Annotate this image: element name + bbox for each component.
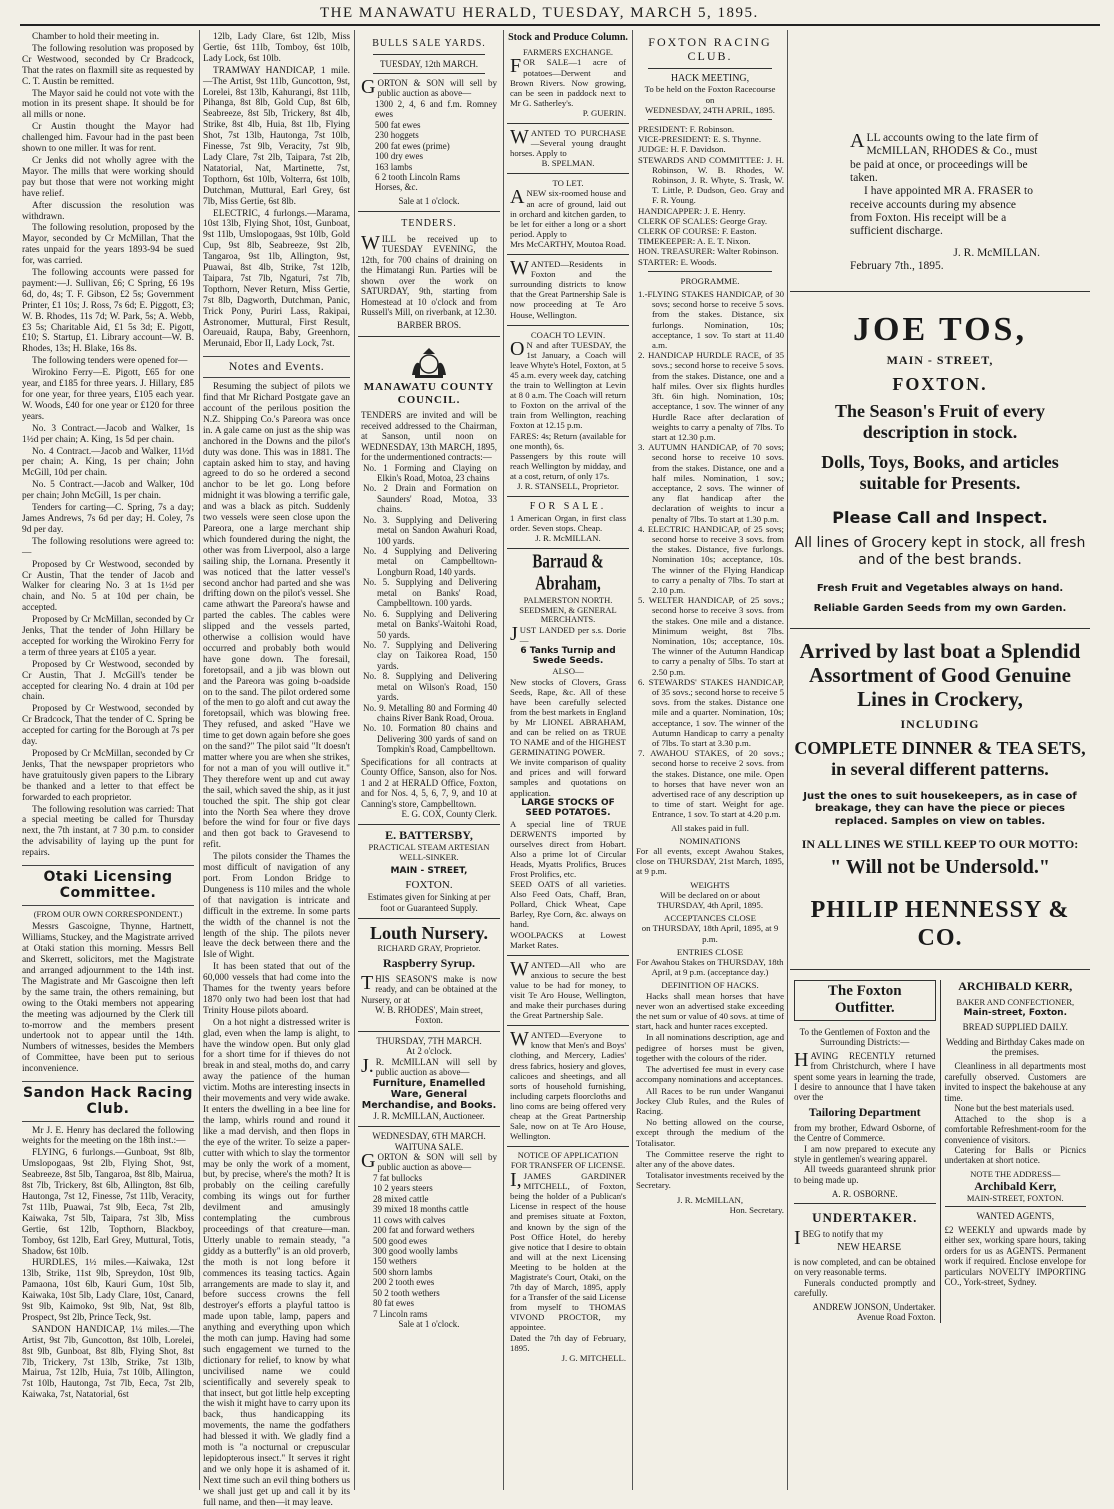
coach-passengers: Passengers by this route will reach Wellington by midday, and at a cost, return, of only 17s. xyxy=(510,450,626,481)
battersby-street: MAIN - STREET, xyxy=(390,866,468,876)
coach-fares: FARES: 4s; Return (available for one month), 6s. xyxy=(510,430,626,451)
jt-street: MAIN - STREET, xyxy=(886,352,994,367)
royal-crest-icon xyxy=(409,345,449,379)
list-item: No. 6. Supplying and Delivering metal on Banks'-Waitohi Road, 50 yards. xyxy=(363,608,497,640)
ak-shop: Attached to the shop is a comfortable Refreshment-room for the convenience of visitors. xyxy=(944,1113,1086,1145)
entries-text: For Awahou Stakes on THURSDAY, 18th April, at 9 p.m. (acceptance day.) xyxy=(636,957,784,978)
accounts-notice-ad xyxy=(790,32,1090,292)
bulls-title: BULLS SALE YARDS. xyxy=(372,38,486,49)
column-3 xyxy=(358,32,500,1490)
paragraph: On a hot night a distressed writer is glad, even when the lamp is alight, to have the window open. But only glad for a short time for if thieves do not break in and steal, moths do, and carry away the patience of the human victim. Moths are interesting insects in their movements and very wide awake. It enters the dwelling in a bee line for the lamp, whirls round and round it like a mad dervish, and then flops in the eye of the writer. To seize a paper-cutter with which to slay the tormentor may be only the work of a moment, but, by precise, where's the moth? It is probably on the ceiling carefully combing its wings out for further devilment and amusingly contemplating the cumbrous proceedings of that creature—man. Utterly unable to remain steady, "a giddy as a butterfly" is an old proverb, the moth is not long before it commences its teasing tactics. Again arrangements are made to slay it, and before success crowns the fell destroyer's efforts a playful tattoo is made upon table, lamp, papers and anything and everything upon which the moth can jump. Having had some such engagement we turned to the dictionary for relief, to know by what uncivilised name we could scientifically and severely speak to that insect, but got little help excepting the wish it might have to carry upon its back, thus handicapping its movements, the name the godfathers had blessed it with. We gladly find a moth is "a nocturnal or crepuscular lepidopterous insect." It serves it right and we only hope it is ashamed of it. Next time such an evil thing bothers us we shall just get up and call it by its full name, and then—it may leave. xyxy=(203,1017,350,1508)
list-item: No. 9. Metalling 80 and Forming 40 chains River Bank Road, Oroua. xyxy=(363,702,497,723)
battersby-sub: PRACTICAL STEAM ARTESIAN WELL-SINKER. xyxy=(368,842,490,863)
ba-text4: SEED OATS of all varieties. Also Feed Oats, Chaff, Bran, Pollard, Chick Wheat, Cape Barley, Rye Corn, &c. always on hand. xyxy=(510,879,626,930)
coach-ad xyxy=(507,326,629,498)
ak-name2: Archibald Kerr, xyxy=(974,1178,1057,1193)
louth-title: Louth Nursery. xyxy=(369,923,488,944)
ak-cakes: Wedding and Birthday Cakes made on the premises. xyxy=(946,1036,1085,1058)
battersby-text: Estimates given for Sinking at per foot or Guaranteed Supply. xyxy=(367,892,491,913)
tenders-ad xyxy=(358,212,500,337)
jt-call: Please Call and Inspect. xyxy=(832,507,1048,527)
paragraph: FLYING, 6 furlongs.—Gunboat, 9st 8lb, Umslopogaas, 9st 2lb, Flying Shot, 9st, Seabreeze, 8st 5lb, Tangaroa, 8st 8lb, Mairua, 8st 7lb, Trickery, 8st 6lb, Allington, 8st 6lb, Hautonga, 7st 12, Finesse, 7st 11lb, Veracity, 7st 11lb, Puawai, 7st 9lb, Eeca, 7st 2lb, Kaiwaka, 7st 5lb, Taipara, 7st 3lb, Miss Gertie, 6st 12lb, Topthorn, Blackboy, Tomboy, 6st 12lb, Earl Grey, Muttural, Totis, Shadow, 6st 10lb. xyxy=(22,1148,194,1257)
to-let-ad xyxy=(507,174,629,255)
ph-just: Just the ones to suit housekeepers, as in case of breakage, they can have the piece or pieces replaced. Samples on view on tables. xyxy=(803,790,1077,827)
paragraph: No. 3 Contract.—Jacob and Walker, 1s 1½d per chain; A. King, 1s 5d per chain. xyxy=(22,423,194,445)
list-item: 1.-FLYING STAKES HANDICAP, of 30 sovs; second horse to receive 5 sovs. from the stakes. Distance, six furlongs. Nomination, 10s; acceptance, 1 sov. To start at 11.40 a.m. xyxy=(638,289,784,351)
list-item: 200 fat ewes (prime) xyxy=(375,140,450,151)
list-item: 6 2 tooth Lincoln Rams xyxy=(375,171,460,182)
ba-sub: SEEDSMEN, & GENERAL MERCHANTS. xyxy=(519,604,617,625)
list-item: 500 fat ewes xyxy=(375,119,421,130)
notes-heading: Notes and Events. xyxy=(203,356,350,378)
ba-landed: JUST LANDED per s.s. Dorie— xyxy=(510,623,626,646)
list-item: 500 shorn lambs xyxy=(373,1266,433,1277)
sale-text: 1 American Organ, in first class order. Seven stops. Cheap. xyxy=(510,512,626,533)
ba-also: ALSO— xyxy=(552,666,584,677)
description-text: In all nominations description, age and pedigree of horses must be given, together with the colours of the rider. xyxy=(636,1032,784,1063)
masthead xyxy=(20,4,1100,26)
ba-text: New stocks of Clovers, Grass Seeds, Rape, &c. All of these have been carefully selected from the best markets in England by Mr LIONEL ABRAHAM, and can be relied on as TRUE TO NAME and of the HIGHEST GERMINATING POWER. xyxy=(510,676,626,758)
accounts-text2: I have appointed MR A. FRASER to receive accounts during my absence from Foxton. His receipt will be a sufficient discharge. xyxy=(850,185,1033,238)
paragraph: The following tenders were opened for— xyxy=(32,356,188,367)
ph-undersold: " Will not be Undersold." xyxy=(830,856,1050,879)
list-item: 28 mixed cattle xyxy=(373,1193,429,1204)
list-item: 300 good woolly lambs xyxy=(373,1245,458,1256)
ak-bread: BREAD SUPPLIED DAILY. xyxy=(962,1022,1068,1033)
wednesday-items xyxy=(361,1173,497,1319)
list-item: HANDICAPPER: J. E. Henry. xyxy=(638,205,746,216)
programme-list xyxy=(636,289,784,820)
ba-text3: A special line of TRUE DERWENTS imported by ourselves direct from Hobart. Also a prime lot of Circular Heads, Myatts Prolifics, Bruces Frost Prolifics, etc. xyxy=(510,818,626,879)
paragraph: Chamber to hold their meeting in. xyxy=(32,32,160,42)
rules-text: All Races to be run under Wanganui Jockey Club Rules, and the Rules of Racing. xyxy=(636,1085,784,1116)
paragraph: The Mayor said he could not vote with the motion in its present shape. It should be for all mills or none. xyxy=(22,88,194,121)
list-item: 10 2 years steers xyxy=(373,1183,433,1194)
tenders-text: WILL be received up to TUESDAY EVENING, the 12th, for 700 chains of draining on the Himatangi Run. Parties will be shown over the work on SATURDAY, 9th, starting from Homestead at 10 o'clock and from Russell's Mill, on riverbank, at 12.30. xyxy=(361,231,497,317)
for-sale-ad xyxy=(507,497,629,549)
accounts-date: February 7th., 1895. xyxy=(850,259,944,272)
paragraph: ELECTRIC, 4 furlongs.—Marama, 10st 13lb, Flying Shot, 10st, Gunboat, 9st 11lb, Umslopogaas, 9st 10lb, Gold Cup, 9st 8lb, Seabreeze, 9st 2lb, Tangaroa, 9st 1lb, Allington, 9st, Puawai, 8st 4lb, Strike, 7st 12lb, Taipara, 7st 7lb, Ngaturi, 7st 7lb, Topthorn, Never Return, Miss Gertie, 7st 8lb, Dagworth, Dutchman, Panic, Trick Pony, Puriri Lass, Rakipai, Astronomer, Muttural, First Result, Oareuaid, Raupa, Baby, Greenhorn, Merunaid, Ebor II, Lady Lock, 7st. xyxy=(203,208,350,350)
accounts-sign: J. R. McMILLAN. xyxy=(953,246,1040,259)
prog-title: PROGRAMME. xyxy=(680,275,740,286)
paragraph: No. 5 Contract.—Jacob and Walker, 10d per chain; John McGill, 1s per chain. xyxy=(22,480,194,502)
und-text: IBEG to notify that my xyxy=(794,1226,884,1249)
fo-sign: A. R. OSBORNE. xyxy=(831,1189,898,1200)
coach-title: COACH TO LEVIN. xyxy=(530,329,606,340)
paragraph: Cr Austin thought the Mayor had challenged him. Favour had in the past been shown to one miller. It was for rent. xyxy=(22,122,194,155)
louth-proprietor: RICHARD GRAY, Proprietor. xyxy=(377,942,481,953)
paragraph: After discussion the resolution was withdrawn. xyxy=(22,200,194,222)
acceptances-text: on THURSDAY, 18th April, 1895, at 9 p.m. xyxy=(641,923,779,944)
wanted-everyone-ad xyxy=(507,1026,629,1147)
nom-title: NOMINATIONS xyxy=(679,835,741,846)
list-item: 7 fat bullocks xyxy=(373,1172,422,1183)
list-item: HON. TREASURER: Walter Robinson. xyxy=(638,246,779,257)
list-item: 3. AUTUMN HANDICAP, of 70 sovs; second horse to receive 10 sovs. from the stakes. Distance, one and a half miles. Nomination, 1 sov.; acceptance, 2 sovs. The winner of any flat handicap after the declaration of weights to incur a penalty of 7lbs. To start at 1.30 p.m. xyxy=(638,442,784,524)
county-tail: Specifications for all contracts at County Office, Sanson, also for Nos. 1 and 2 at HERALD Office, Foxton, and for Nos. 4, 5, 6, 7, 9, and 10 at Canning's store, Campbelltown. xyxy=(361,756,497,809)
ak-sub: BAKER AND CONFECTIONER, xyxy=(956,996,1075,1007)
ak-street: Main-street, Foxton. xyxy=(963,1007,1067,1018)
list-item: 163 lambs xyxy=(375,161,413,172)
thursday-title: THURSDAY, 7TH MARCH. xyxy=(376,1035,482,1046)
list-item: 200 2 tooth ewes xyxy=(373,1277,435,1288)
definition-text: Hacks shall mean horses that have never won an advertised stake exceeding the net sum or value of 40 sovs. at time of start, hack and hunter races excepted. xyxy=(636,990,784,1032)
list-item: No. 2 Drain and Formation on Saunders' Road, Motoa, 33 chains. xyxy=(363,483,497,515)
entries-title: ENTRIES CLOSE xyxy=(676,946,744,957)
thursday-sale-ad xyxy=(358,1032,500,1127)
ph-dinner: COMPLETE DINNER & TEA SETS, in several different patterns. xyxy=(794,737,1086,780)
paragraph: HURDLES, 1½ miles.—Kaiwaka, 12st 13lb, Strike, 11st 9lb, Spreydon, 10st 9lb, Pamaona, 10st 6lb, Kauri Gum, 10st 5lb, Kaiwaka, 10st 5lb, Lady Clare, 10st, Canard, 9st 9lb, Kaimoko, 9st 9lb, Nat, 9st 8lb, Prospect, 9st 2lb, Prince Teck, 9st. xyxy=(22,1258,194,1323)
farm-title: FARMERS EXCHANGE. xyxy=(522,46,614,57)
bulls-intro: GORTON & SON will sell by public auction as above— xyxy=(361,76,497,99)
list-item: TIMEKEEPER: A. E. T. Nixon. xyxy=(638,236,751,247)
jt-grocery: All lines of Grocery kept in stock, all fresh and of the best brands. xyxy=(794,535,1086,569)
list-item: 500 good ewes xyxy=(373,1235,427,1246)
fo-to: To the Gentlemen of Foxton and the Surrounding Districts:— xyxy=(799,1026,930,1048)
list-item: 11 cows with calves xyxy=(373,1214,446,1225)
ak-addr: MAIN-STREET, FOXTON. xyxy=(966,1192,1064,1203)
paragraph: Wirokino Ferry—E. Pigott, £65 for one year, and £185 for three years. J. Hillary, £85 for one year, for three years, £105 each year. W. Woods, £40 for one year or £120 for three years. xyxy=(22,368,194,422)
weights-title: WEIGHTS xyxy=(690,879,730,890)
wednesday-title: WEDNESDAY, 6TH MARCH. xyxy=(372,1131,486,1142)
ph-name: PHILIP HENNESSY & CO. xyxy=(810,897,1070,952)
sandon-weights-continued xyxy=(203,32,350,350)
bulls-sale-ad xyxy=(358,32,500,212)
jt-dolls: Dolls, Toys, Books, and articles suitable for Presents. xyxy=(821,451,1059,494)
jt-seeds: Reliable Garden Seeds from my own Garden. xyxy=(813,602,1067,614)
paragraph: Mr J. E. Henry has declared the following weights for the meeting on the 18th inst.:— xyxy=(22,1125,194,1147)
committee-text: The Committee reserve the right to alter any of the above dates. xyxy=(636,1148,784,1169)
nom-text: For all events, except Awahou Stakes, close on THURSDAY, 21st March, 1895, at 9 p.m. xyxy=(636,846,784,877)
louth-nursery-ad xyxy=(358,919,500,1032)
coach-text: ON and after TUESDAY, the 1st January, a Coach will leave Whyte's Hotel, Foxton, at 5 45 a.m. every week day, catching the train to Wellington at Levin at 8 0 a.m. The Coach will return to Foxton on the arrival of the train from Wellington, reaching Foxton at 12.15 p.m. xyxy=(510,337,627,431)
raspberry-text: THIS SEASON'S make is now ready, and can be obtained at the Nursery, or at xyxy=(361,971,497,1005)
list-item: 2. HANDICAP HURDLE RACE, of 35 sovs.; second horse to receive 5 sovs. from the stakes. Distance, one and a half miles. Over six flights hurdles 3ft. 6in high. Nomination, 10s; acceptance, 1 sov. The winner of any Hurdle Race after declaration of weights to carry a penalty of 7lbs. To start at 12.30 p.m. xyxy=(638,350,784,442)
wa-title: WANTED AGENTS, xyxy=(976,1211,1054,1222)
council-report xyxy=(22,32,194,859)
raspberry-sign: W. B. RHODES', Main street, Foxton. xyxy=(375,1005,483,1026)
wednesday-sale-time: Sale at 1 o'clock. xyxy=(398,1319,460,1329)
wanted-residents-ad xyxy=(507,255,629,326)
accounts-text1: ALL accounts owing to the late firm of McMILLAN, RHODES & Co., must be paid at once, or proceedings will be taken. xyxy=(850,130,1039,184)
county-contracts xyxy=(361,463,497,755)
hack-date: WEDNESDAY, 24TH APRIL, 1895. xyxy=(644,104,775,115)
jt-town: FOXTON. xyxy=(892,373,988,394)
notice-text: I,JAMES GARDINER MITCHELL, of Foxton, being the holder of a Publican's License in respect of the house and premises situate at Foxton, and known by the sign of the Post Office Hotel, do hereby give notice that I desire to obtain and will at the next Licensing Meeting to be holden at the Magistrate's Court, Otaki, on the 7th day of March, 1895, apply for a Transfer of the said License from myself to THOMAS VIVOND PROCTOR, my appointee. xyxy=(510,1169,626,1333)
list-item: 5. WELTER HANDICAP, of 25 sovs.; second horse to receive 3 sovs. from the stakes. One mile and a distance. Minimum weight, 8st 7lbs. Nomination, 10s; acceptance, 10s. The winner of the Autumn Handicap to carry a penalty of 5lbs. To start at 2.50 p.m. xyxy=(638,595,784,677)
w2-text: WANTED—All who are anxious to secure the best value to be had for money, to visit Te Aro House, Wellington, and make their purchases during the Great Partnership Sale. xyxy=(510,957,626,1021)
paragraph: Messrs Gascoigne, Thynne, Hartnett, Williams, Stuckey, and the Magistrate arrived at Otaki station this morning. Messrs Bell and Skerrett, solicitors, met the Magistrate and arranged adjournment to the 14th inst. The Magistrate and Mr Gascoigne then left by the same train, the others remaining, but owing to the Otaki members not appearing the meeting was adjourned by the Clerk till to-morrow and the members present undertook not to appear until the 14th. Numbers of witnesses, besides the Members of Committee, have been put to serious inconvenience. xyxy=(22,922,194,1075)
club-title: FOXTON RACING CLUB. xyxy=(648,35,772,63)
paragraph: Proposed by Cr Westwood, seconded by Cr Bradcock, That the tender of C. Spring be accepted for carting for the Borough at 7s per day. xyxy=(22,704,194,748)
joe-tos-ad xyxy=(790,292,1090,629)
definition-title: DEFINITION OF HACKS. xyxy=(661,980,759,991)
hack-where: To be held on the Foxton Racecourse xyxy=(644,84,776,95)
ak-best: None but the best materials used. xyxy=(954,1103,1074,1114)
farm-sign: P. GUERIN. xyxy=(582,107,626,118)
ph-motto: IN ALL LINES WE STILL KEEP TO OUR MOTTO: xyxy=(801,837,1079,852)
hack-title: HACK MEETING, xyxy=(670,72,750,84)
totalisator-text: Totalisator investments received by the Secretary. xyxy=(636,1170,784,1191)
notice-date: Dated the 7th day of February, 1895. xyxy=(510,1332,626,1353)
sale-sign: J. R. McMILLAN. xyxy=(535,532,601,543)
ak-title: ARCHIBALD KERR, xyxy=(958,978,1073,993)
paragraph: Proposed by Cr Westwood, seconded by Cr Austin, That J. McGill's tender be accepted for clearing No. 4 drain at 10d per chain. xyxy=(22,659,194,703)
list-item: STEWARDS AND COMMITTEE: J. H. Robinson, W. B. Rhodes, W. Robinson, J. R. Whyte, S. Trask, W. T. Little, P. Dudson, Geo. Gray and F. R. Young. xyxy=(638,154,784,206)
tenders-title: TENDERS. xyxy=(401,218,457,230)
bulls-sale-time: Sale at 1 o'clock. xyxy=(398,195,460,206)
list-item: No. 4 Supplying and Delivering metal on Campbelltown-Longburn Road, 140 yards. xyxy=(363,546,497,577)
ba-tanks: 6 Tanks Turnip and Swede Seeds. xyxy=(520,645,616,666)
weights-text: Will be declared on or about THURSDAY, 4th April, 1895. xyxy=(656,889,764,911)
thursday-goods: Furniture, Enamelled Ware, General Merchandise, and Books. xyxy=(361,1077,497,1111)
paragraph: The following resolutions were agreed to:— xyxy=(22,536,194,558)
w3-text: WANTED—Everyone to know that Men's and Boys' clothing, and Mercery, Ladies' dress fabrics, hosiery and gloves, calicoes and sheetings, and all sorts of household furnishing, including carpets floorcloths and lino coms are being offered very cheap at the Great Partnership Sale, now on at Te Aro House, Wellington. xyxy=(510,1028,626,1142)
county-council-ad xyxy=(358,337,500,826)
thursday-text: J.R. McMILLAN will sell by public auction as above— xyxy=(361,1054,497,1078)
list-item: PRESIDENT: F. Robinson. xyxy=(638,124,735,135)
wanted-horses-ad xyxy=(507,124,629,174)
let-title: TO LET. xyxy=(552,178,584,189)
ba-large: LARGE STOCKS OF SEED POTATOES. xyxy=(521,797,615,819)
battersby-town: FOXTON. xyxy=(405,879,453,892)
paragraph: The following resolution, proposed by the Mayor, seconded by Cr McMillan, That the rates unpaid for the years 1893-94 be sued for, was carried. xyxy=(22,223,194,267)
farm-text: FOR SALE—1 acre of potatoes—Derwent and Brown Rivers. Now growing, can be seen in paddock next to Mr G. Satherley's. xyxy=(510,55,626,108)
column-5 xyxy=(636,32,784,1490)
ba-text2: We invite comparison of quality and prices and will forward samples and quotations on application. xyxy=(510,757,626,798)
list-item: 230 hoggets xyxy=(375,130,419,141)
hennessy-ad xyxy=(790,629,1090,970)
column-1 xyxy=(22,32,194,1490)
und-hearse: NEW HEARSE xyxy=(837,1242,902,1254)
paragraph: Tenders for carting—C. Spring, 7s a day; James Andrews, 7s 6d per day; H. Coley, 7s 9d per day. xyxy=(22,503,194,535)
farmers-exchange-ad xyxy=(507,44,629,124)
list-item: No. 7. Supplying and Delivering clay on Taikorea Road, 150 yards. xyxy=(363,639,497,671)
masthead-title: THE MANAWATU HERALD, TUESDAY, MARCH 5, 1895. xyxy=(320,5,759,21)
list-item: 6. STEWARDS' STAKES HANDICAP, of 35 sovs.; second horse to receive 5 sovs. from the stakes. Distance one mile and a quarter. Nomination, 10s; acceptance, 1 sov. The winner of the Autumn Handicap to carry a penalty of 7lbs. To start at 3.30 p.m. xyxy=(638,676,784,748)
list-item: CLERK OF SCALES: George Gray. xyxy=(638,215,768,226)
list-item: STARTER: E. Woods. xyxy=(638,256,717,267)
stock-title: Stock and Produce Column. xyxy=(508,32,628,43)
paragraph: Cr Jenks did not wholly agree with the Mayor. The mills that were working should pay but those that were not working might have relief. xyxy=(22,155,194,199)
thursday-sign: J. R. McMILLAN, Auctioneer. xyxy=(373,1110,485,1121)
barraud-abraham-ad xyxy=(507,549,629,956)
paragraph: 12lb, Lady Clare, 6st 12lb, Miss Gertie, 6st 11lb, Tomboy, 6st 10lb, Lady Lock, 6st 10lb. xyxy=(203,32,350,64)
list-item: No. 5. Supplying and Delivering metal on Banks' Road, Campbelltown. 100 yards. xyxy=(363,577,497,609)
paragraph: The following accounts were passed for payment:—J. Sullivan, £6; C Spring, £6 19s 6d, do, 4s; T. F. Gibson, £2 5s; Government Printer, £1 10s; J. Ross, 7s 6d; E. Piggott, £3; W. B. Rhodes, 11s 7d; W. Park, 5s; A. Webb, £3 5s; Charitable Aid, £1 5s 3d; E. Pigott, £10; S. Startup, £1. Library account—W. B. Rhodes, 13s; H. Blake, 16s 8s. xyxy=(22,268,194,355)
column-4 xyxy=(507,32,629,1490)
county-title: MANAWATU COUNTY COUNCIL. xyxy=(363,380,495,406)
paragraph: The pilots consider the Thames the most difficult of navigation of any port. From London Bridge to Dungeness is 110 miles and the whole of that navigation is intricate and difficult in the extreme. In some parts the width of the channel is not the length of the ship. The pilots never leave the deck between there and the Isle of Wight. xyxy=(203,852,350,961)
list-item: 80 fat ewes xyxy=(373,1298,414,1309)
thursday-time: At 2 o'clock. xyxy=(406,1046,452,1057)
sandon-report xyxy=(22,1126,194,1402)
stakes-paid: All stakes paid in full. xyxy=(671,822,749,833)
paragraph: The following resolution was proposed by Cr Westwood, seconded by Cr Bradcock, That the rates on flaxmill site as requested by C. T. Austin be remitted. xyxy=(22,43,194,87)
list-item: 1300 2, 4, 6 and f.m. Romney ewes xyxy=(375,98,497,120)
list-item: No. 8. Supplying and Delivering metal on Wilson's Road, 150 yards. xyxy=(363,671,497,703)
list-item: JUDGE: H. F. Davidson. xyxy=(638,144,726,155)
column-rule xyxy=(632,30,633,1490)
wednesday-intro: GORTON & SON will sell by public auction as above— xyxy=(361,1150,497,1173)
sandon-heading: Sandon Hack Racing Club. xyxy=(22,1081,194,1121)
ak-note: NOTE THE ADDRESS— xyxy=(970,1168,1061,1179)
bulls-items xyxy=(361,99,497,193)
betting-text: No betting allowed on the course, except through the medium of the Totalisator. xyxy=(636,1117,784,1148)
paragraph: Proposed by Cr McMillan, seconded by Cr Jenks, That the newspaper proprietors who have gratuitously given papers to the Library be thanked and a letter to that effect be forwarded to each proprietor. xyxy=(22,749,194,803)
list-item: Horses, &c. xyxy=(375,182,418,193)
battersby-ad xyxy=(358,825,500,919)
list-item: No. 1 Forming and Claying on Elkin's Road, Motoa, 23 chains xyxy=(363,462,497,483)
archibald-kerr-ad xyxy=(940,980,1091,1323)
let-sign: Mrs McCARTHY, Moutoa Road. xyxy=(510,238,626,249)
list-item: CLERK OF COURSE: F. Easton. xyxy=(638,226,757,237)
list-item: VICE-PRESIDENT: E. S. Thynne. xyxy=(638,134,762,145)
paragraph: SANDON HANDICAP, 1¼ miles.—The Artist, 9st 7lb, Guncotton, 8st 10lb, Lorelei, 8st 9lb, Gunboat, 8st 8lb, Flying Shot, 8st 7lb, Trickery, 7st 13lb, Strike, 7st 13lb, Mairua, 7st 12lb, Huia, 7st 10lb, Allington, 7st 10lb, Hautonga, 7st 7lb, Eeca, 7st 2lb, Kaiwaka, 7st, Natatorial, 6st xyxy=(22,1324,194,1401)
column-rule xyxy=(354,30,355,1490)
wednesday-sale-ad xyxy=(358,1127,500,1334)
paragraph: The following resolution was carried: That a special meeting be called for Thursday next, the 7th instant, at 7 30 p.m. to consider the advisability of laying up the punt for repairs. xyxy=(22,804,194,859)
fo-text4: All tweeds guaranteed shrunk prior to being made up. xyxy=(794,1164,936,1185)
paragraph: Proposed by Cr Westwood, seconded by Cr Austin, That the tender of Jacob and Walker for clearing No. 3 at 1s 1½d per chain, and No. 5 at 10d per chain, be accepted. xyxy=(22,559,194,614)
column-2 xyxy=(203,32,350,1508)
ak-clean: Cleanliness in all departments most carefully observed. Customers are invited to inspect the bakehouse at any time. xyxy=(944,1061,1086,1103)
ak-balls: Catering for Balls or Picnics undertaken at short notice. xyxy=(944,1144,1086,1166)
coach-sign: J. R. STANSELL, Proprietor. xyxy=(517,481,619,492)
bulls-date: TUESDAY, 12th MARCH. xyxy=(379,58,479,69)
tenders-sign: BARBER BROS. xyxy=(396,320,462,331)
list-item: No. 3. Supplying and Delivering metal on Sandon Awahuri Road, 100 yards. xyxy=(363,514,497,546)
list-item: 100 dry ewes xyxy=(375,151,423,162)
wednesday-sub: WAITUNA SALE. xyxy=(394,1141,464,1152)
notice-sign: J. G. MITCHELL. xyxy=(561,1352,626,1363)
und-text2: is now completed, and can be obtained on very reasonable terms. xyxy=(794,1256,936,1278)
und-title: UNDERTAKER. xyxy=(812,1209,918,1225)
secretary-role: Hon. Secretary. xyxy=(729,1204,784,1215)
fo-title: The Foxton Outfitter. xyxy=(794,980,936,1021)
list-item: No. 10. Formation 80 chains and Delivering 300 yards of sand on Tompkin's Road, Campbelltown. xyxy=(363,723,497,755)
notes-and-events xyxy=(203,382,350,1508)
list-item: 50 2 tooth wethers xyxy=(373,1287,440,1298)
ba-text5: WOOLPACKS at Lowest Market Rates. xyxy=(510,929,626,950)
wanted-value-ad xyxy=(507,956,629,1027)
otaki-subheading: (FROM OUR OWN CORRESPONDENT.) xyxy=(33,908,183,919)
fo-text2: from my brother, Edward Osborne, of the Centre of Commerce. xyxy=(794,1122,936,1144)
column-rule xyxy=(199,30,200,1490)
column-6 xyxy=(790,32,1090,1490)
fee-text: The advertised fee must in every case accompany nominations and acceptances. xyxy=(636,1064,784,1085)
paragraph: TRAMWAY HANDICAP, 1 mile.—The Artist, 9st 11lb, Guncotton, 9st, Lorelei, 8st 13lb, Kahurangi, 8st 11lb, Pihanga, 8st 8lb, Gold Cup, 8st 6lb, Seabreeze, 8st 5lb, Trickery, 8st 4lb, Strike, 8st 4lb, Huia, 8st 1lb, Flying Shot, 7st 13lb, Hautonga, 7st 10lb, Finesse, 7st 9lb, Veracity, 7st 9lb, Lady Clare, 7st 2lb, Taipara, 7st 2lb, Natatorial, Nat, Martinette, 7st, Topthorn, 6st 10lb, Volterra, 6st 10lb, Dutchman, Muttural, Earl Grey, 6st 7lb, Miss Gertie, 6st 8lb. xyxy=(203,65,350,207)
want-sign: B. SPELMAN. xyxy=(541,158,595,169)
list-item: 7. AWAHOU STAKES, of 20 sovs.; second horse to receive 2 sovs. from the stakes. Distance, one mile. Open to horses that have never won an advertised race of any description up to time of start. Weight for age. Entrance, 1 sov. To start at 4.20 p.m. xyxy=(638,748,784,820)
paragraph: Resuming the subject of pilots we find that Mr Richard Postgate gave an account of the perilous position the N.Z. Shipping Co.'s Pareora was once in. A gale came on just as the ship was anchored in the Downs and the pilot's duty was done. This was in 1881. The captain asked him to stay, and having agreed to do so he ordered a second anchor to be let go. Long before midnight it was blowing a terrific gale, and was a black as pitch. Suddenly two vessels were seen close upon the Pareora, one a large merchant ship which foundered during the night, the other was from Liverpool, also a large sailing ship, the Lornana. Presently it was noticed that the latter vessel's second anchor had parted and she was drifting down on the pilot's vessel. She came athwart the Pareora's hawse and parted the cables. The cables were slipped and the vessels parted, otherwise a collision would have occurred and probably both would have gone down. The foresail, foretopsail, and a jib was blown out and the Pareora was going b-oadside on to the sand. The pilot ordered some of the men to go aloft and cut away the foretopsail, which was blowing free. They refused, and asked "Have we time to get down again before she goes on the sand?" The pilot said "It doesn't matter where you are when she strikes, for not a man of you will outlive it." They therefore went up and cut away the sail, which saved the ship, as it just touched the spit. The ship got clear into the North Sea where they drove before the wind for four or five days and then got back to Gravesend to refit. xyxy=(203,382,350,851)
let-text: ANEW six-roomed house and an acre of ground, laid out in orchard and kitchen garden, to be let for either a long or a short period. Apply to xyxy=(510,186,626,239)
bottom-ads xyxy=(790,970,1090,1323)
jt-fresh: Fresh Fruit and Vegetables always on hand. xyxy=(816,583,1064,595)
list-item: 39 mixed 18 months cattle xyxy=(373,1204,469,1215)
hack-on: on xyxy=(705,94,715,105)
und-sign: ANDREW JONSON, Undertaker. Avenue Road Foxton. xyxy=(812,1301,936,1323)
sale-title: FOR SALE. xyxy=(529,501,607,513)
acceptances-title: ACCEPTANCES CLOSE xyxy=(664,913,756,924)
paragraph: It has been stated that out of the 60,000 vessels that had come into the Thames for the twenty years before 1870 only two had been lost that had Trinity House pilots aboard. xyxy=(203,962,350,1016)
column-rule xyxy=(503,30,504,1490)
list-item: 4. ELECTRIC HANDICAP, of 25 sovs; second horse to receive 3 sovs. from the stakes. Distance, five furlongs. Nomination 10s; acceptance, 10s. The winner of the Flying Handicap to carry a penalty of 7lbs. To start at 2.10 p.m. xyxy=(638,523,784,595)
fo-text: HAVING RECENTLY returned from Christchurch, where I have spent some years in learning the trade, I desire to announce that I have taken over the xyxy=(794,1048,936,1103)
fo-dept: Tailoring Department xyxy=(808,1104,921,1119)
wa-text: £2 WEEKLY and upwards made by either sex, working spare hours, taking orders for us as AGENTS. Permanent work if required. Enclose envelope for particulars NOVELTY IMPORTING CO., York-street, Sydney. xyxy=(944,1224,1086,1288)
column-rule xyxy=(787,30,788,1490)
notice-title: NOTICE OF APPLICATION FOR TRANSFER OF LICENSE. xyxy=(510,1150,626,1171)
ph-arrived: Arrived by last boat a Splendid Assortment of Good Genuine Lines in Crockery, xyxy=(799,639,1081,712)
paragraph: No. 4 Contract.—Jacob and Walker, 11½d per chain; A. King, 1s per chain; John McGill, 10d per chain. xyxy=(22,446,194,479)
ba-town: PALMERSTON NORTH. xyxy=(523,594,613,605)
license-notice-ad xyxy=(507,1147,629,1368)
paragraph: Proposed by Cr McMillan, seconded by Cr Jenks, That the tender of John Hillary be accepted for working the Wirokino Ferry for a term of three years at £105 a year. xyxy=(22,615,194,658)
und-text3: Funerals conducted promptly and carefully. xyxy=(794,1277,936,1299)
res-text: WANTED—Residents in Foxton and the surrounding districts to know that the Great Partnership Sale is now proceeding at Te Aro House, Wellington. xyxy=(510,257,626,320)
officials-list xyxy=(636,124,784,267)
foxton-outfitter-ad xyxy=(790,980,940,1323)
raspberry-title: Raspberry Syrup. xyxy=(382,955,475,970)
battersby-title: E. BATTERSBY, xyxy=(385,828,473,843)
jt-name: JOE TOS, xyxy=(853,311,1027,349)
fo-text3: I am now prepared to execute any style in gentlemen's wearing apparel. xyxy=(794,1143,936,1165)
jt-fruit: The Season's Fruit of every description in stock. xyxy=(835,400,1045,443)
county-sign: E. G. COX, County Clerk. xyxy=(401,808,497,819)
want-text: WANTED TO PURCHASE—Several young draught horses. Apply to xyxy=(510,126,626,159)
otaki-report xyxy=(22,922,194,1075)
secretary-name: J. R. McMILLAN, xyxy=(676,1194,744,1205)
ba-title: Barraud & Abraham, xyxy=(532,551,604,596)
list-item: 7 Lincoln rams xyxy=(373,1308,428,1319)
county-intro: TENDERS are invited and will be received addressed to the Chairman, at Sanson, until noon on WEDNESDAY, 13th MARCH, 1895, for the undermentioned contracts:— xyxy=(361,410,497,463)
list-item: 200 fat and forward wethers xyxy=(373,1225,475,1236)
otaki-heading: Otaki Licensing Committee. xyxy=(22,865,194,905)
list-item: 150 wethers xyxy=(373,1256,417,1267)
ph-including: INCLUDING xyxy=(900,716,980,731)
